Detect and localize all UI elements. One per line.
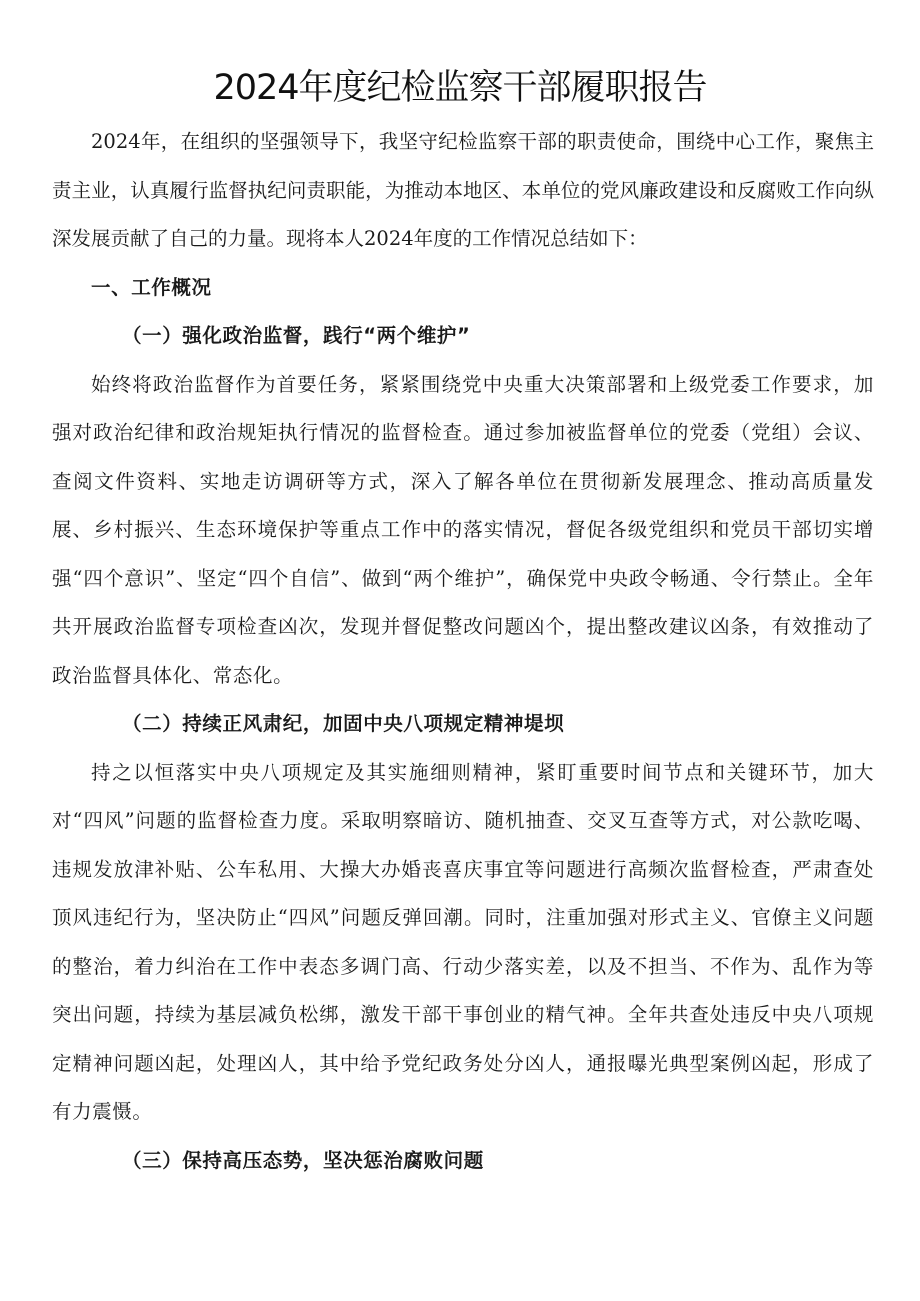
- paragraph-political-supervision: 始终将政治监督作为首要任务，紧紧围绕党中央重大决策部署和上级党委工作要求，加强对政治纪律和政治规矩执行情况的监督检查。通过参加被监督单位的党委（党组）会议、查阅文件资料、实地走访调研等方式，深入了解各单位在贯彻新发展理念、推动高质量发展、乡村振兴、生态环境保护等重点工作中的落实情况，督促各级党组织和党员干部切实增强“四个意识”、坚定“四个自信”、做到“两个维护”，确保党中央政令畅通、令行禁止。全年共开展政治监督专项检查凶次，发现并督促整改问题凶个，提出整改建议凶条，有效推动了政治监督具体化、常态化。: [52, 372, 874, 687]
- section-heading-overview: 一、工作概况: [91, 275, 212, 299]
- paragraph-discipline: 持之以恒落实中央八项规定及其实施细则精神，紧盯重要时间节点和关键环节，加大对“四风”问题的监督检查力度。采取明察暗访、随机抽查、交叉互查等方式，对公款吃喝、违规发放津补贴、公车私用、大操大办婚丧喜庆事宜等问题进行高频次监督检查，严肃查处顶风违纪行为，坚决防止“四风”问题反弹回潮。同时，注重加强对形式主义、官僚主义问题的整治，着力纠治在工作中表态多调门高、行动少落实差，以及不担当、不作为、乱作为等突出问题，持续为基层减负松绑，激发干部干事创业的精气神。全年共查处违反中央八项规定精神问题凶起，处理凶人，其中给予党纪政务处分凶人，通报曝光典型案例凶起，形成了有力震慑。: [52, 760, 874, 1123]
- intro-paragraph: 2024年，在组织的坚强领导下，我坚守纪检监察干部的职责使命，围绕中心工作，聚焦主责主业，认真履行监督执纪问责职能，为推动本地区、本单位的党风廉政建设和反腐败工作向纵深发展贡献了自己的力量。现将本人2024年度的工作情况总结如下：: [52, 130, 874, 250]
- subsection-heading-discipline: （二）持续正风肃纪，加固中央八项规定精神堤坝: [122, 712, 565, 735]
- page-title: 2024年度纪检监察干部履职报告: [213, 68, 707, 108]
- subsection-heading-political-supervision: （一）强化政治监督，践行“两个维护”: [122, 324, 471, 347]
- subsection-heading-anti-corruption: （三）保持高压态势，坚决惩治腐败问题: [122, 1148, 484, 1172]
- document-body: [52, 118, 874, 1185]
